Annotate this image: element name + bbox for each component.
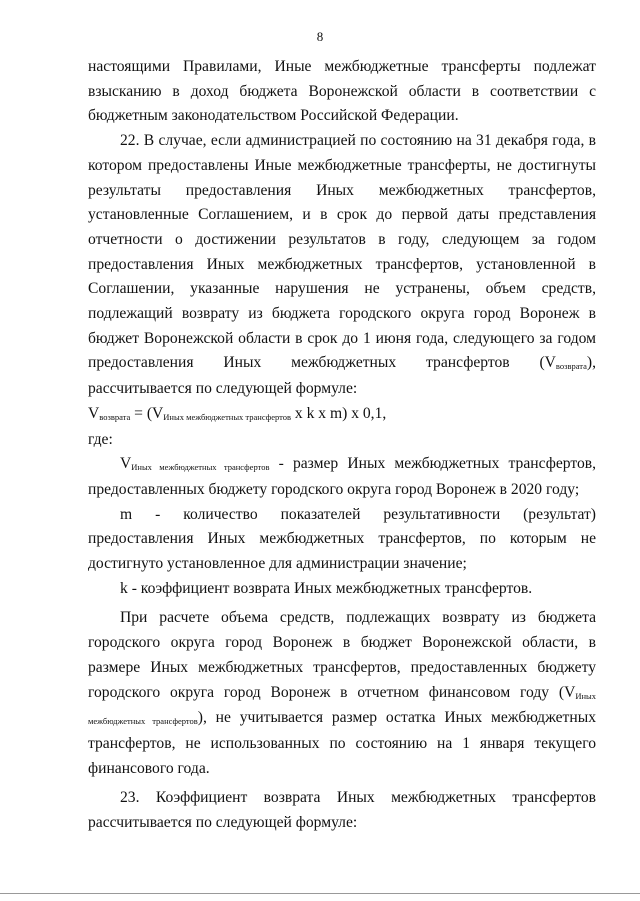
definition-v <box>88 452 596 502</box>
definition-k <box>88 577 596 602</box>
subscript: Иных межбюджетных трансфертов <box>88 690 596 727</box>
paragraph-text: - размер Иных межбюджетных трансфертов, предоставленных бюджету городского округа город Воронеж в 2020 году; <box>88 455 597 498</box>
subscript: Иных межбюджетных трансфертов <box>131 462 270 473</box>
formula-part: = (V <box>130 404 164 422</box>
formula-part: x k x m) x 0,1, <box>290 404 387 422</box>
page-bottom-border <box>0 893 640 894</box>
paragraph-text: 23. Коэффициент возврата Иных межбюджетных трансфертов рассчитывается по следующей формуле: <box>88 789 596 832</box>
subscript: возврата <box>99 411 131 422</box>
paragraph-text: При расчете объема средств, подлежащих возврату из бюджета городского округа город Воронеж в бюджет Воронежской области, в размере Иных межбюджетных трансфертов, предоставленных бюджету городского округа город Воронеж в отчетном финансовом году (V <box>88 609 596 701</box>
formula-var: V <box>88 404 100 422</box>
paragraph-text: k - коэффициент возврата Иных межбюджетных трансфертов. <box>120 579 533 597</box>
paragraph-text: настоящими Правилами, Иные межбюджетные трансферты подлежат взысканию в доход бюджета Воронежской области в соответствии с бюджетным законодательством Российской Федерации. <box>88 58 596 125</box>
page-number: 8 <box>316 29 324 44</box>
formula-var: V <box>120 455 132 473</box>
paragraph-continuation <box>88 55 596 129</box>
paragraph-text: 22. В случае, если администрацией по состоянию на 31 декабря года, в котором предоставлены Иные межбюджетные трансферты, не достигнуты результаты предоставления Иных межбюджетных трансфертов, установленные Соглашением, и в срок до первой даты представления отчетности о достижении результатов в году, следующем за годом предоставления Иных межбюджетных трансфертов, установленной в Соглашении, указанные нарушения не устранены, объем средств, подлежащий возврату из бюджета городского округа город Воронеж в бюджет Воронежской области в срок до 1 июня года, следующего за годом предоставления Иных межбюджетных трансфертов (V <box>88 132 596 372</box>
definition-m <box>88 503 596 577</box>
where-label: где: <box>88 430 113 448</box>
document-body <box>88 55 596 836</box>
subscript: возврата <box>555 361 587 372</box>
paragraph-calculation <box>88 606 596 781</box>
paragraph-23 <box>88 786 596 835</box>
paragraph-text: ), не учитывается размер остатка Иных межбюджетных трансфертов, не использованных по состоянию на 1 января текущего финансового года. <box>88 709 596 777</box>
formula-line <box>88 402 596 428</box>
paragraph-22 <box>88 129 596 402</box>
paragraph-text: ), рассчитывается по следующей формуле: <box>88 354 596 398</box>
subscript: Иных межбюджетных трансфертов <box>163 411 291 422</box>
paragraph-text: m - количество показателей результативности (результат) предоставления Иных межбюджетных трансфертов, по которым не достигнуто установленное для администрации значение; <box>88 505 596 573</box>
